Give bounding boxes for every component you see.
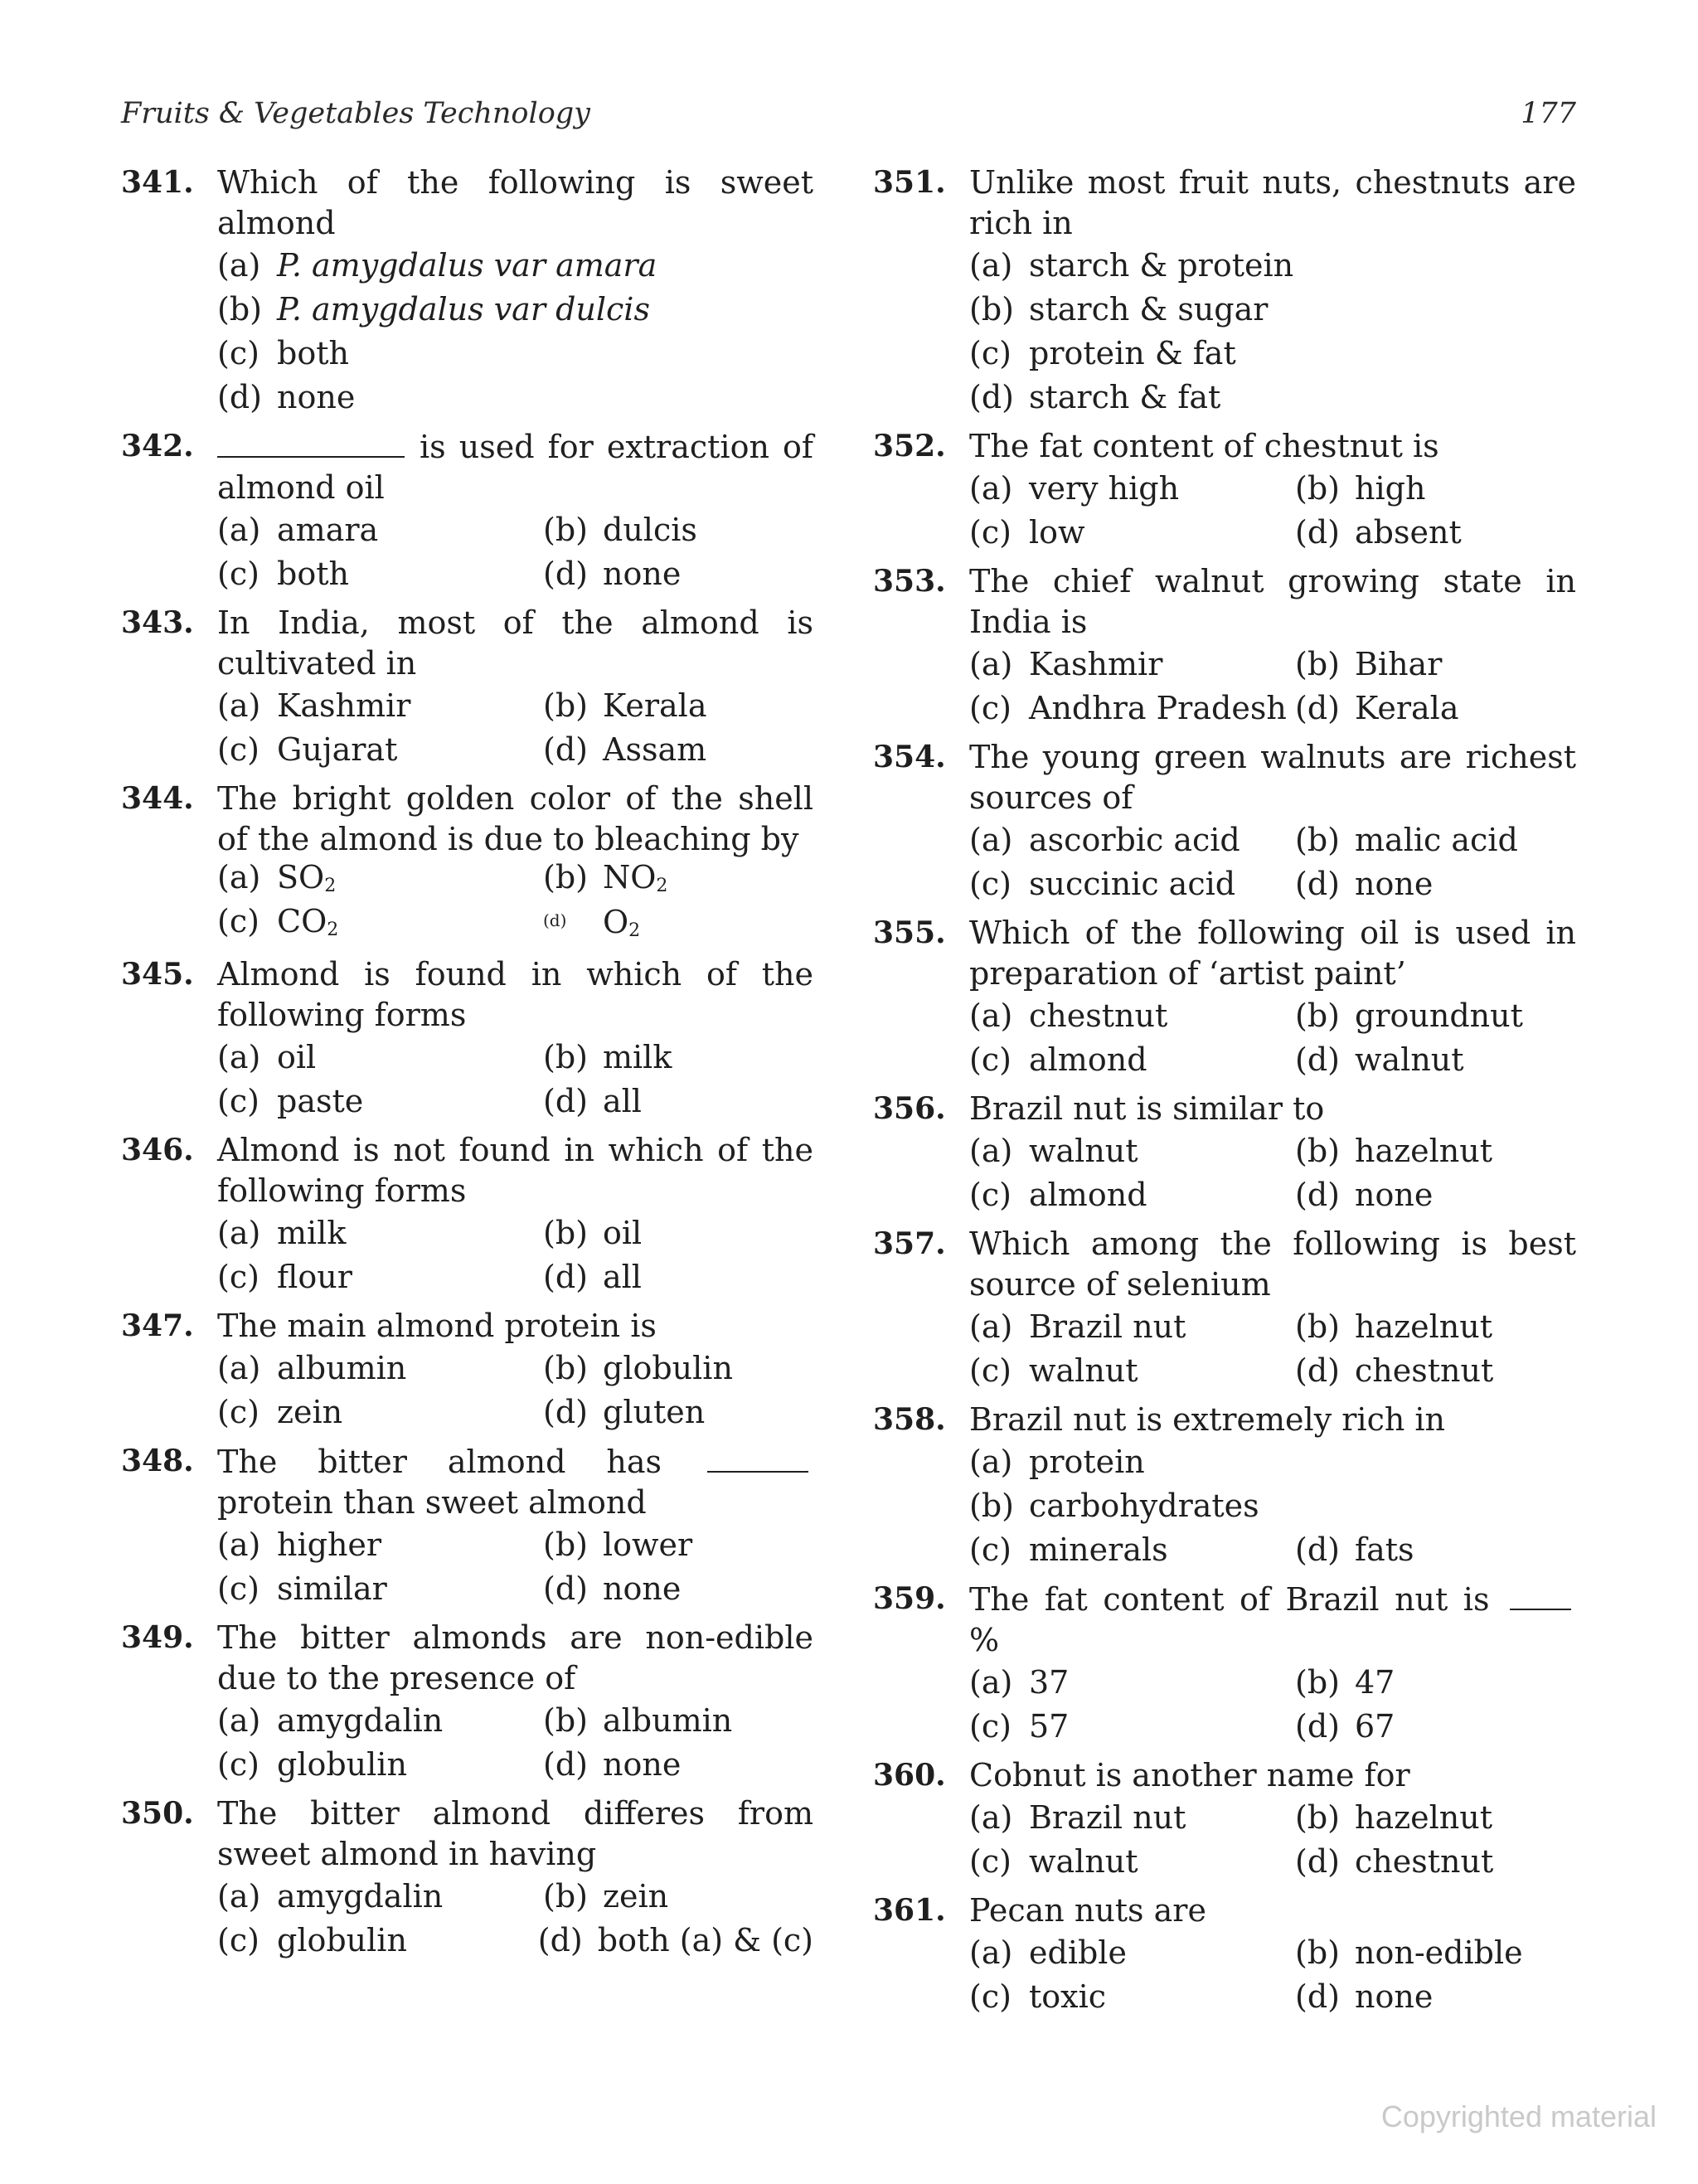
question-number: 352. [873,429,946,463]
option-b: (b) high [1295,470,1426,507]
question-number: 349. [121,1620,194,1655]
fill-in-blank [707,1441,808,1473]
option-a: (a) amygdalin [217,1702,444,1739]
answer-options [873,994,1576,1082]
option-a: (a) Brazil nut [969,1799,1186,1836]
option-c: (c) low [969,514,1085,551]
option-c: (c) flour [217,1259,352,1295]
question-350 [121,1793,813,1963]
question-345 [121,954,813,1124]
option-a: (a) albumin [217,1350,407,1386]
option-d: (d) fats [1295,1531,1414,1568]
option-c: (c) walnut [969,1352,1138,1389]
option-a: (a) ascorbic acid [969,822,1240,858]
question-355 [873,913,1576,1082]
option-d: (d) walnut [1295,1041,1464,1078]
question-text: Cobnut is another name for [969,1757,1410,1793]
answer-options [873,1796,1576,1884]
answer-options [873,467,1576,555]
question-360 [873,1755,1576,1884]
option-a: (a) amara [217,512,379,548]
question-number: 358. [873,1402,946,1437]
answer-options [121,1699,813,1787]
option-d: (d) none [543,1746,682,1783]
option-b: (b) non-edible [1295,1934,1523,1971]
question-text: The bitter almond differes from sweet almond in having [217,1795,813,1872]
question-number: 348. [121,1444,194,1478]
option-d: (d) $O_2$ [543,904,641,941]
option-c: (c) Gujarat [217,731,398,768]
option-b: (b) starch & sugar [969,291,1269,328]
option-a: (a) P. amygdalus var amara [217,247,657,284]
answer-options [121,1523,813,1611]
question-text: Almond is not found in which of the following forms [217,1132,813,1209]
question-text: Pecan nuts are [969,1892,1206,1929]
option-c: (c) protein & fat [969,335,1236,371]
option-a: (a) Kashmir [217,687,411,724]
option-d: (d) all [543,1259,642,1295]
option-a: (a) edible [969,1934,1127,1971]
question-348 [121,1441,813,1611]
option-d: (d) none [1295,1177,1434,1213]
answer-options [121,1211,813,1299]
question-342 [121,426,813,596]
option-b: (b) hazelnut [1295,1308,1493,1345]
question-text: Unlike most fruit nuts, chestnuts are rich in [969,164,1576,241]
question-343 [121,603,813,772]
option-a: (a) starch & protein [969,247,1294,284]
option-d: (d) none [543,556,682,592]
option-c: (c) globulin [217,1746,407,1783]
question-number: 361. [873,1893,946,1928]
question-text: The bitter almonds are non-edible due to the presence of [217,1619,813,1696]
question-341 [121,163,813,420]
book-title: Fruits & Vegetables Technology [121,97,590,130]
option-c: (c) toxic [969,1978,1107,2015]
option-a: (a) Brazil nut [969,1308,1186,1345]
option-d: (d) starch & fat [969,379,1221,415]
question-number: 347. [121,1308,194,1343]
answer-options [121,1347,813,1434]
answer-options [873,244,1576,420]
option-a: (a) 37 [969,1664,1070,1701]
question-text: Which of the following is sweet almond [217,164,813,241]
question-349 [121,1618,813,1787]
option-d: (d) Kerala [1295,690,1459,726]
option-c: (c) paste [217,1083,364,1119]
option-a: (a) amygdalin [217,1878,444,1915]
option-d: (d) none [543,1570,682,1607]
option-a: (a) oil [217,1039,317,1075]
option-b: (b) dulcis [543,512,697,548]
option-b: (b) $NO_2$ [543,859,668,896]
answer-options [121,860,813,948]
question-text: Which among the following is best source of selenium [969,1225,1576,1303]
question-number: 341. [121,165,194,200]
left-column [121,163,813,1969]
question-text: The bright golden color of the shell of the almond is due to bleaching by [217,780,813,857]
option-d: (d) chestnut [1295,1843,1494,1880]
option-c: (c) walnut [969,1843,1138,1880]
answer-options [121,684,813,772]
question-text: In India, most of the almond is cultivated in [217,604,813,682]
option-c: (c) similar [217,1570,387,1607]
option-a: (a) chestnut [969,997,1168,1034]
option-d: (d) 67 [1295,1708,1395,1745]
question-number: 356. [873,1091,946,1126]
running-header [121,93,1576,134]
option-c: (c) both [217,556,349,592]
question-text: Brazil nut is extremely rich in [969,1401,1446,1438]
option-a: (a) $SO_2$ [217,859,337,896]
option-c: (c) minerals [969,1531,1168,1568]
question-text: Brazil nut is similar to [969,1090,1325,1127]
option-a: (a) Kashmir [969,646,1163,682]
option-b: (b) oil [543,1215,643,1251]
option-b: (b) 47 [1295,1664,1395,1701]
question-text: The fat content of chestnut is [969,428,1439,464]
question-353 [873,561,1576,730]
question-357 [873,1224,1576,1393]
question-text: The fat content of Brazil nut is % [969,1579,1576,1661]
fill-in-blank [217,426,405,458]
question-346 [121,1130,813,1299]
option-b: (b) carbohydrates [969,1488,1259,1524]
option-a: (a) very high [969,470,1180,507]
fill-in-blank [1510,1579,1571,1610]
option-c: (c) $CO_2$ [217,903,339,940]
option-d: (d) chestnut [1295,1352,1494,1389]
question-354 [873,737,1576,906]
question-358 [873,1400,1576,1572]
question-text: Almond is found in which of the following forms [217,956,813,1033]
option-d: (d) gluten [543,1394,706,1430]
option-d: (d) absent [1295,514,1462,551]
question-number: 353. [873,564,946,599]
question-text: The bitter almond has protein than sweet almond [217,1441,813,1523]
question-number: 346. [121,1133,194,1167]
answer-options [873,1440,1576,1572]
question-347 [121,1306,813,1434]
answer-options [873,1931,1576,2019]
answer-options [873,1129,1576,1217]
option-b: (b) Kerala [543,687,707,724]
copyright-watermark: Copyrighted material [1380,2099,1657,2133]
page-number: 177 [1521,97,1576,130]
option-d: (d) none [1295,1978,1434,2015]
option-b: (b) milk [543,1039,672,1075]
question-text: is used for extraction of almond oil [217,426,813,508]
option-b: (b) zein [543,1878,669,1915]
option-b: (b) hazelnut [1295,1799,1493,1836]
question-361 [873,1890,1576,2019]
question-number: 360. [873,1758,946,1793]
option-a: (a) higher [217,1526,382,1563]
question-number: 355. [873,915,946,950]
answer-options [873,818,1576,906]
question-number: 342. [121,429,194,463]
question-text: Which of the following oil is used in preparation of ‘artist paint’ [969,915,1576,992]
question-344 [121,779,813,948]
option-b: (b) albumin [543,1702,733,1739]
option-b: (b) globulin [543,1350,733,1386]
question-351 [873,163,1576,420]
question-text: The main almond protein is [217,1308,657,1344]
option-c: (c) globulin [217,1922,407,1958]
option-c: (c) both [217,335,349,371]
answer-options [873,1661,1576,1749]
question-number: 343. [121,605,194,640]
option-b: (b) groundnut [1295,997,1523,1034]
question-number: 359. [873,1581,946,1616]
option-c: (c) 57 [969,1708,1070,1745]
option-c: (c) almond [969,1177,1147,1213]
question-number: 357. [873,1226,946,1261]
question-number: 351. [873,165,946,200]
answer-options [121,1875,813,1963]
option-b: (b) P. amygdalus var dulcis [217,291,650,328]
question-number: 345. [121,957,194,992]
option-d: (d) none [217,379,356,415]
question-number: 350. [121,1796,194,1831]
option-d: (d) Assam [543,731,707,768]
option-a: (a) milk [217,1215,347,1251]
question-text: The chief walnut growing state in India is [969,563,1576,640]
option-b: (b) Bihar [1295,646,1443,682]
option-d: (d) all [543,1083,642,1119]
answer-options [873,643,1576,730]
answer-options [121,508,813,596]
question-356 [873,1089,1576,1217]
question-number: 344. [121,781,194,816]
option-c: (c) zein [217,1394,343,1430]
option-b: (b) malic acid [1295,822,1518,858]
question-359 [873,1579,1576,1749]
answer-options [873,1305,1576,1393]
option-d: (d) both (a) & (c) [537,1922,813,1958]
question-352 [873,426,1576,555]
question-text: The young green walnuts are richest sources of [969,739,1576,816]
question-number: 354. [873,740,946,774]
right-column [873,163,1576,2026]
option-a: (a) walnut [969,1133,1138,1169]
option-b: (b) lower [543,1526,693,1563]
option-a: (a) protein [969,1444,1145,1480]
option-d: (d) none [1295,866,1434,902]
option-c: (c) almond [969,1041,1147,1078]
option-c: (c) Andhra Pradesh [969,690,1287,726]
option-b: (b) hazelnut [1295,1133,1493,1169]
answer-options [121,1036,813,1124]
answer-options [121,244,813,420]
option-c: (c) succinic acid [969,866,1236,902]
